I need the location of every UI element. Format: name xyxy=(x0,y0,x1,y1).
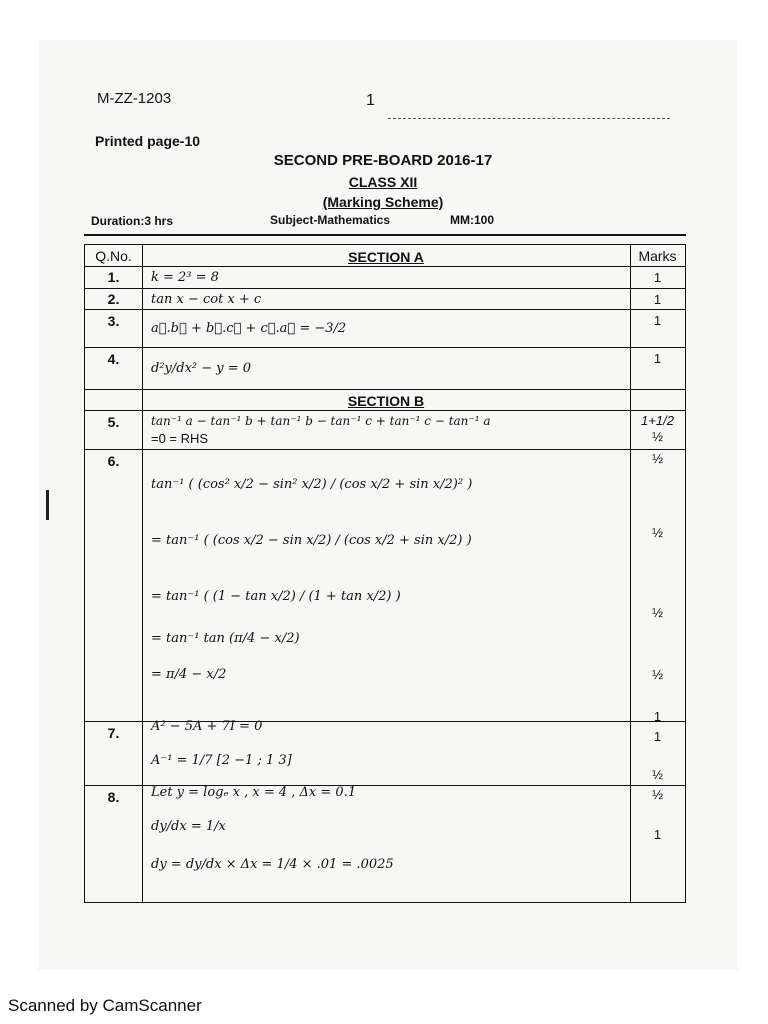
margin-mark xyxy=(46,490,49,520)
max-marks: MM:100 xyxy=(450,213,495,227)
answer-line: dy/dx = 1/x xyxy=(151,819,226,834)
marks-value: ½ xyxy=(652,525,663,540)
marks-value: ½ xyxy=(652,429,663,444)
question-number: 2. xyxy=(107,291,120,307)
marks-value: ½ xyxy=(652,767,663,782)
marks-value: 1+1/2 xyxy=(641,413,674,428)
col-header-qno: Q.No. xyxy=(95,248,132,264)
question-number: 1. xyxy=(107,269,120,285)
row-line xyxy=(85,389,685,390)
question-number: 4. xyxy=(107,351,120,367)
marks-value: ½ xyxy=(652,451,663,466)
answer-line: A² − 5A + 7I = 0 xyxy=(151,719,263,734)
question-number: 5. xyxy=(107,414,120,430)
marks-value: ½ xyxy=(652,787,663,802)
class-label: CLASS XII xyxy=(348,174,418,190)
answer-line: = tan⁻¹ ( (1 − tan x/2) / (1 + tan x/2) ) xyxy=(151,589,401,604)
answer-line: k = 2³ = 8 xyxy=(151,270,219,285)
section-a-heading: SECTION A xyxy=(348,249,424,265)
marks-value: 1 xyxy=(653,351,662,366)
question-number: 6. xyxy=(107,453,120,469)
marks-value: 1 xyxy=(653,827,662,842)
answer-line: =0 = RHS xyxy=(151,431,209,446)
exam-title: SECOND PRE-BOARD 2016-17 xyxy=(273,152,493,169)
row-line xyxy=(85,410,685,411)
question-number: 3. xyxy=(107,313,120,329)
answer-line: Let y = logₑ x , x = 4 , Δx = 0.1 xyxy=(151,785,357,800)
scheme-label: (Marking Scheme) xyxy=(322,194,444,210)
page-number: 1 xyxy=(366,92,375,109)
marks-value: 1 xyxy=(653,292,662,307)
marks-value: ½ xyxy=(652,667,663,682)
answer-line: d²y/dx² − y = 0 xyxy=(151,361,252,376)
answer-line: a⃗.b⃗ + b⃗.c⃗ + c⃗.a⃗ = −3/2 xyxy=(151,321,347,336)
duration: Duration:3 hrs xyxy=(91,214,174,228)
row-line xyxy=(85,288,685,289)
marks-value: ½ xyxy=(652,605,663,620)
answer-line: = tan⁻¹ tan (π/4 − x/2) xyxy=(151,631,300,646)
col-divider-qno xyxy=(142,245,143,902)
row-line xyxy=(85,266,685,267)
marks-value: 1 xyxy=(653,270,662,285)
row-line xyxy=(85,449,685,450)
answer-line: = π/4 − x/2 xyxy=(151,667,227,682)
col-divider-marks xyxy=(630,245,631,902)
answer-line: tan x − cot x + c xyxy=(151,292,262,307)
paper-code: M-ZZ-1203 xyxy=(97,90,172,107)
marks-value: 1 xyxy=(653,729,662,744)
subject: Subject-Mathematics xyxy=(270,213,391,227)
marking-table xyxy=(84,244,686,903)
question-number: 7. xyxy=(107,725,120,741)
marks-value: 1 xyxy=(653,313,662,328)
header-rule xyxy=(84,234,686,236)
dotted-rule xyxy=(388,118,670,119)
answer-line: tan⁻¹ a − tan⁻¹ b + tan⁻¹ b − tan⁻¹ c + tan⁻¹ c − tan⁻¹ a xyxy=(151,414,491,428)
row-line xyxy=(85,347,685,348)
marks-value: 1 xyxy=(653,709,662,724)
answer-line: = tan⁻¹ ( (cos x/2 − sin x/2) / (cos x/2 + sin x/2) ) xyxy=(151,533,472,548)
col-header-marks: Marks xyxy=(638,248,677,264)
row-line xyxy=(85,309,685,310)
scanner-watermark: Scanned by CamScanner xyxy=(8,996,202,1015)
answer-line: tan⁻¹ ( (cos² x/2 − sin² x/2) / (cos x/2 + sin x/2)² ) xyxy=(151,477,473,492)
section-b-heading: SECTION B xyxy=(347,393,425,409)
question-number: 8. xyxy=(107,789,120,805)
answer-line: dy = dy/dx × Δx = 1/4 × .01 = .0025 xyxy=(151,857,394,872)
printed-pages: Printed page-10 xyxy=(95,133,201,149)
answer-line: A⁻¹ = 1/7 [2 −1 ; 1 3] xyxy=(151,753,292,768)
